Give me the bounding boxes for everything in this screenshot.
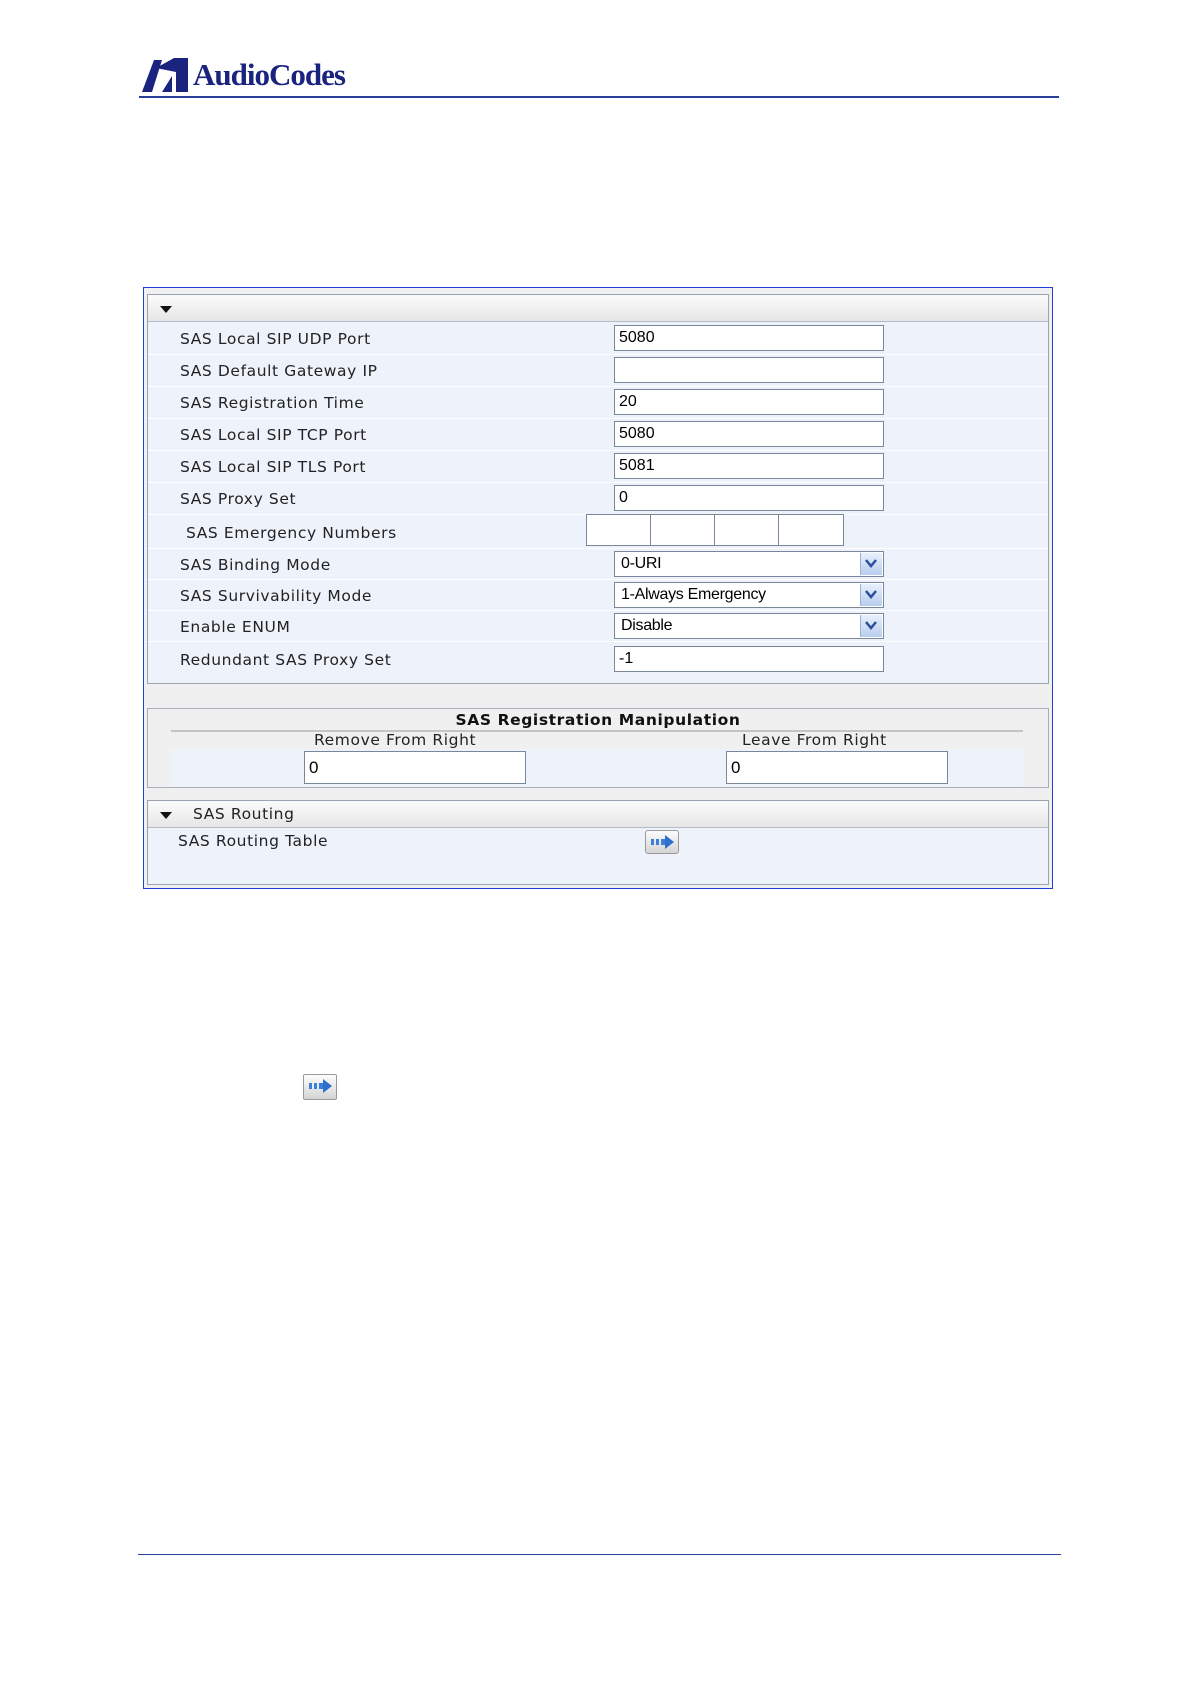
divider: [171, 730, 1023, 732]
row-sas-survivability-mode: [148, 580, 1048, 611]
chevron-down-icon: [865, 621, 877, 630]
sas-routing-table-button[interactable]: [645, 830, 679, 854]
row-redundant-sas-proxy-set: [148, 642, 1048, 676]
row-enable-enum: [148, 611, 1048, 642]
sas-settings-panel: [147, 294, 1049, 684]
field-label: SAS Binding Mode: [180, 556, 331, 574]
sas-binding-mode-select[interactable]: [614, 551, 884, 577]
field-label: SAS Local SIP UDP Port: [180, 330, 371, 348]
sas-local-sip-tcp-port-input[interactable]: 5080: [614, 421, 884, 447]
arrow-right-icon: [308, 1078, 334, 1094]
select-value: Disable: [621, 617, 673, 634]
footer-rule: [138, 1554, 1061, 1555]
field-label: SAS Local SIP TCP Port: [180, 426, 367, 444]
chevron-down-icon: [865, 590, 877, 599]
dropdown-button[interactable]: [860, 615, 882, 637]
dropdown-button[interactable]: [860, 584, 882, 606]
manipulation-title: SAS Registration Manipulation: [455, 711, 741, 729]
emergency-number-input-4[interactable]: [778, 514, 844, 546]
field-label: SAS Default Gateway IP: [180, 362, 378, 380]
emergency-number-input-2[interactable]: [650, 514, 716, 546]
field-label: SAS Registration Time: [180, 394, 365, 412]
row-sas-local-sip-tcp-port: [148, 418, 1048, 451]
header-rule: [139, 96, 1059, 98]
sas-local-sip-tls-port-input[interactable]: 5081: [614, 453, 884, 479]
field-label: Redundant SAS Proxy Set: [180, 651, 392, 669]
dropdown-button[interactable]: [860, 553, 882, 575]
sas-default-gateway-ip-input[interactable]: [614, 357, 884, 383]
sas-registration-manipulation-panel: [147, 708, 1049, 788]
leave-from-right-header: Leave From Right: [742, 731, 887, 749]
panel-header[interactable]: [148, 295, 1048, 322]
chevron-down-icon: [865, 559, 877, 568]
select-value: 0-URI: [621, 555, 662, 572]
sas-routing-label: SAS Routing: [193, 805, 295, 823]
triangle-down-icon[interactable]: [160, 812, 172, 819]
field-label: Enable ENUM: [180, 618, 291, 636]
leave-from-right-input[interactable]: 0: [726, 751, 948, 784]
row-sas-binding-mode: [148, 549, 1048, 580]
select-value: 1-Always Emergency: [621, 586, 766, 603]
triangle-down-icon[interactable]: [160, 306, 172, 313]
row-sas-proxy-set: [148, 482, 1048, 515]
sas-routing-table-label: SAS Routing Table: [178, 832, 329, 850]
row-sas-default-gateway-ip: [148, 354, 1048, 387]
sas-routing-header[interactable]: [148, 801, 1048, 828]
emergency-number-input-3[interactable]: [714, 514, 780, 546]
sas-local-sip-udp-port-input[interactable]: 5080: [614, 325, 884, 351]
redundant-sas-proxy-set-input[interactable]: -1: [614, 646, 884, 672]
sas-survivability-mode-select[interactable]: [614, 582, 884, 608]
logo-text: AudioCodes: [193, 57, 345, 92]
enable-enum-select[interactable]: [614, 613, 884, 639]
field-label: SAS Local SIP TLS Port: [180, 458, 367, 476]
sas-proxy-set-input[interactable]: 0: [614, 485, 884, 511]
emergency-number-input-1[interactable]: [586, 514, 652, 546]
arrow-right-icon: [650, 834, 676, 850]
sas-routing-panel: [147, 800, 1049, 885]
field-label: SAS Survivability Mode: [180, 587, 373, 605]
sas-settings-screenshot: [143, 287, 1053, 889]
remove-from-right-header: Remove From Right: [314, 731, 477, 749]
row-sas-emergency-numbers: [148, 514, 1048, 549]
audiocodes-logo-icon: [140, 56, 190, 94]
sas-registration-time-input[interactable]: 20: [614, 389, 884, 415]
audiocodes-logo: [140, 55, 345, 95]
manipulation-row: [171, 749, 1023, 787]
field-label: SAS Proxy Set: [180, 490, 297, 508]
row-sas-registration-time: [148, 386, 1048, 419]
field-label: SAS Emergency Numbers: [186, 524, 397, 542]
row-sas-local-sip-udp-port: [148, 322, 1048, 355]
remove-from-right-input[interactable]: 0: [304, 751, 526, 784]
row-sas-local-sip-tls-port: [148, 450, 1048, 483]
navigate-arrow-icon-reference: [303, 1074, 337, 1100]
